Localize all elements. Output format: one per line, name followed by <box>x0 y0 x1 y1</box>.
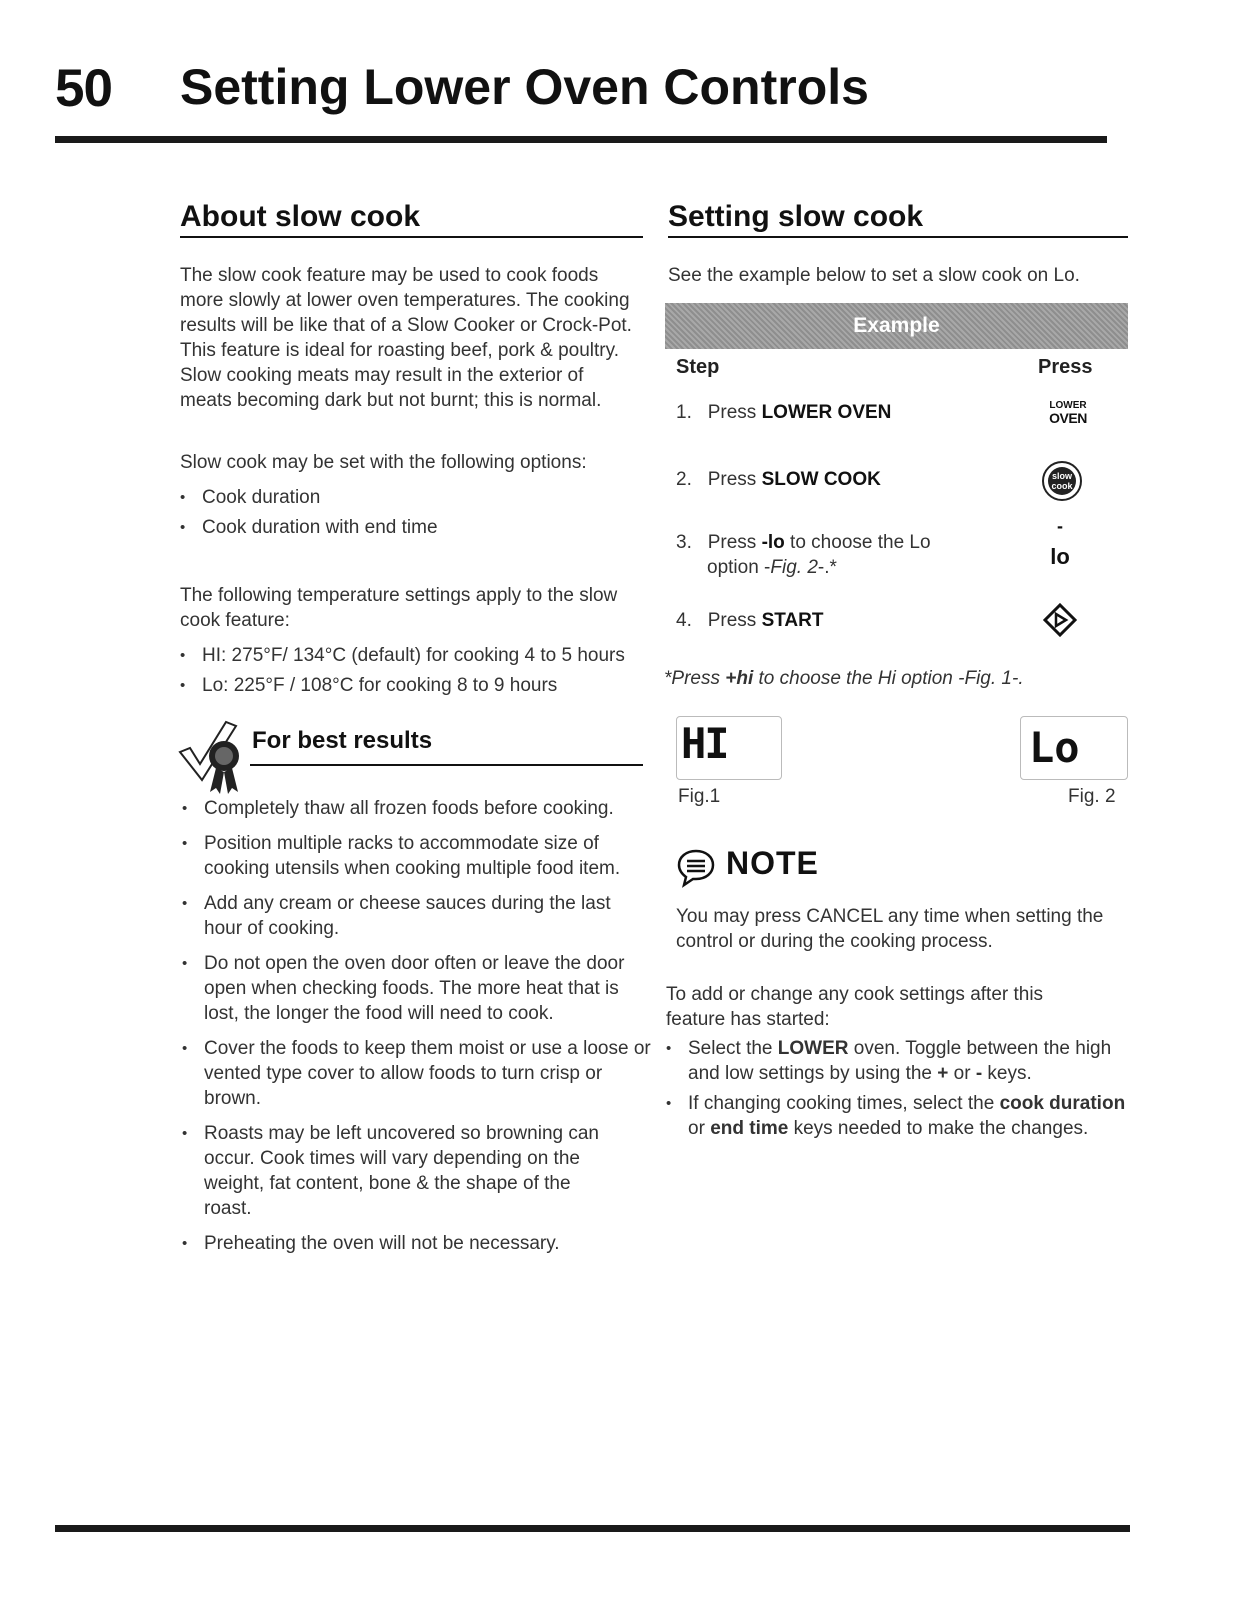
change-intro: To add or change any cook settings after this feature has started: <box>666 984 1044 1030</box>
fig1-display-text: HI <box>681 719 728 768</box>
award-ribbon-icon <box>178 718 250 796</box>
list-item: • Cover the foods to keep them moist or use a loose or vented type cover to allow foods to turn crisp or brown. <box>182 1036 652 1111</box>
list-text: keys needed to make the changes. <box>788 1118 1089 1139</box>
page-number: 50 <box>55 59 112 118</box>
list-item: • Preheating the oven will not be necessary. <box>182 1231 652 1256</box>
slow-cook-key-line2: cook <box>1051 481 1073 491</box>
lower-oven-key-line1: LOWER <box>1049 400 1087 411</box>
options-intro: Slow cook may be set with the following options: <box>180 452 587 473</box>
slow-cook-key-line1: slow <box>1051 471 1072 481</box>
change-list <box>666 1036 1126 1141</box>
about-heading: About slow cook <box>180 200 643 238</box>
list-text: or <box>948 1063 976 1084</box>
press-column-header: Press <box>1038 356 1093 378</box>
step-text: Press <box>707 402 762 423</box>
footnote-text: *Press <box>664 668 726 689</box>
step-1 <box>676 400 1006 425</box>
list-text: or <box>688 1118 711 1139</box>
step-text: to choose the Lo <box>784 532 931 553</box>
list-item: • Roasts may be left uncovered so browning can occur. Cook times will vary depending on the weight, fat content, bone & the shape of the roast. <box>182 1121 652 1221</box>
list-bold: LOWER <box>777 1038 849 1059</box>
note-icon <box>676 848 716 888</box>
list-item: • Cook duration with end time <box>180 515 640 540</box>
step-number: 2. <box>676 469 692 490</box>
step-text: Press <box>707 610 762 631</box>
step-number: 1. <box>676 402 692 423</box>
footnote-key: +hi <box>725 668 754 689</box>
list-item: • HI: 275°F/ 134°C (default) for cooking 4 to 5 hours <box>180 643 650 668</box>
step-2 <box>676 467 1006 492</box>
minus-key-ref: - <box>975 1063 983 1084</box>
figure-reference: Fig. 2 <box>770 557 818 578</box>
list-text: If changing cooking times, select the <box>688 1093 1000 1114</box>
step-column-header: Step <box>676 356 720 378</box>
list-item: • Completely thaw all frozen foods before cooking. <box>182 796 652 821</box>
setting-intro: See the example below to set a slow cook on Lo. <box>668 265 1080 286</box>
fig1-label: Fig.1 <box>678 786 721 807</box>
note-title: NOTE <box>726 845 819 881</box>
minus-key: - <box>1057 516 1063 536</box>
header-rule <box>55 136 1107 143</box>
plus-key: + <box>937 1063 949 1084</box>
list-bold: end time <box>710 1118 789 1139</box>
list-item <box>666 1036 1126 1086</box>
step-key-name: -lo <box>761 532 785 553</box>
lower-oven-key-line2: OVEN <box>1049 410 1087 426</box>
options-list <box>180 485 640 540</box>
start-key-icon <box>1043 603 1077 637</box>
fig2-label: Fig. 2 <box>1068 786 1116 807</box>
setting-heading: Setting slow cook <box>668 200 1128 238</box>
step-key-name: START <box>761 610 824 631</box>
step-text: -.* <box>817 557 837 578</box>
fig2-display-text: Lo <box>1029 723 1080 772</box>
page-title: Setting Lower Oven Controls <box>180 59 869 115</box>
fig2-display <box>1020 716 1128 780</box>
about-intro: The slow cook feature may be used to cook foods more slowly at lower oven temperatures. The cooking results will be like that of a Slow Cooker or Crock-Pot. This feature is ideal for roasting beef, pork & poultry. Slow cooking meats may result in the exterior of meats becoming dark but not burnt; this is normal. <box>180 265 632 411</box>
step-text: Press <box>707 469 762 490</box>
step-number: 3. <box>676 532 692 553</box>
list-item: • Do not open the oven door often or leave the door open when checking foods. The more heat that is lost, the longer the food will need to cook. <box>182 951 652 1026</box>
list-item: • Position multiple racks to accommodate size of cooking utensils when cooking multiple food item. <box>182 831 652 881</box>
fig1-display <box>676 716 782 780</box>
list-text: oven. Toggle between the high and low settings by using the <box>688 1038 1112 1084</box>
step-key-name: SLOW COOK <box>761 469 881 490</box>
best-results-heading: For best results <box>252 727 433 754</box>
note-text: You may press CANCEL any time when setting the control or during the cooking process. <box>676 906 1104 952</box>
list-item: • Lo: 225°F / 108°C for cooking 8 to 9 hours <box>180 673 650 698</box>
lo-key: lo <box>1050 544 1070 569</box>
footnote <box>664 668 1024 690</box>
list-text: Select the <box>688 1038 778 1059</box>
step-text: option - <box>707 557 771 578</box>
temps-intro: The following temperature settings apply to the slow cook feature: <box>180 585 618 631</box>
list-item: • Cook duration <box>180 485 640 510</box>
step-text: Press <box>707 532 762 553</box>
footnote-text: to choose the Hi option -Fig. 1-. <box>753 668 1024 689</box>
footer-rule <box>55 1525 1130 1532</box>
best-results-list <box>182 796 652 1256</box>
slow-cook-key-icon <box>1042 461 1082 501</box>
lower-oven-key <box>1043 400 1093 424</box>
list-bold: cook duration <box>999 1093 1126 1114</box>
step-number: 4. <box>676 610 692 631</box>
list-text: keys. <box>982 1063 1032 1084</box>
best-results-rule <box>250 764 643 766</box>
list-item: • Add any cream or cheese sauces during the last hour of cooking. <box>182 891 652 941</box>
list-item <box>666 1091 1126 1141</box>
step-3 <box>676 530 1006 580</box>
temps-list <box>180 643 650 698</box>
step-key-name: LOWER OVEN <box>761 402 892 423</box>
example-banner: Example <box>665 303 1128 349</box>
step-4 <box>676 608 1006 633</box>
